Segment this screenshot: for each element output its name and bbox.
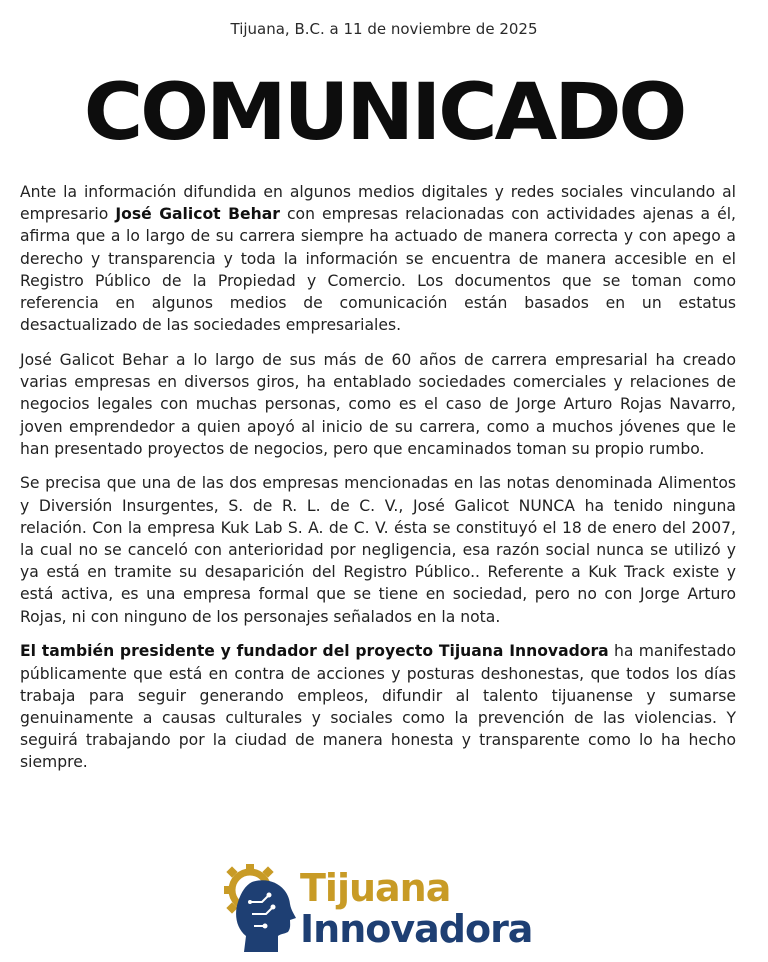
paragraph-1-bold-name: José Galicot Behar	[115, 205, 280, 224]
gear-head-icon	[222, 862, 302, 954]
paragraph-1	[20, 181, 736, 336]
paragraph-1-text-b: con empresas relacionadas con actividades ajenas a él, afirma que a lo largo de su carrera siempre ha actuado de manera correcta y con apego a derecho y transparencia y toda la información se encuentra de manera accesible en el Registro Público de la Propiedad y Comercio. Los documentos que se toman como referencia en algunos medios de comunicación están basados en un estatus desactualizado de las sociedades empresariales.	[20, 205, 736, 335]
paragraph-1-text-a: Ante la información difundida en algunos medios digitales y redes sociales vinculando al empresario	[20, 183, 736, 224]
document-body	[20, 181, 736, 786]
paragraph-3: Se precisa que una de las dos empresas mencionadas en las notas denominada Alimentos y Diversión Insurgentes, S. de R. L. de C. V., José Galicot NUNCA ha tenido ninguna relación. Con la empresa Kuk Lab S. A. de C. V. ésta se constituyó el 18 de enero del 2007, la cual no se canceló con anterioridad por negligencia, esa razón social nunca se utilizó y ya está en tramite su desaparición del Registro Público.. Referente a Kuk Track existe y está activa, es una empresa formal que se tiene en sociedad, pero no con Jorge Arturo Rojas, ni con ninguno de los personajes señalados en la nota.	[20, 474, 736, 626]
logo-text-tijuana: Tijuana	[300, 866, 451, 910]
paragraph-4-text: ha manifestado públicamente que está en contra de acciones y posturas deshonestas, que todos los días trabaja para seguir generando empleos, difundir al talento tijuanense y sumarse genuinamente a causas culturales y sociales como la prevención de las violencias. Y seguirá trabajando por la ciudad de manera honesta y transparente como lo ha hecho siempre.	[20, 642, 736, 772]
paragraph-4	[20, 640, 736, 773]
paragraph-2: José Galicot Behar a lo largo de sus más de 60 años de carrera empresarial ha creado varias empresas en diversos giros, ha entablado sociedades comerciales y relaciones de negocios legales con muchas personas, como es el caso de Jorge Arturo Rojas Navarro, joven emprendedor a quien apoyó al inicio de su carrera, como a muchos jóvenes que le han presentado proyectos de negocios, pero que encaminados toman su propio rumbo.	[20, 350, 736, 458]
document-date: Tijuana, B.C. a 11 de noviembre de 2025	[230, 20, 538, 38]
tijuana-innovadora-logo	[222, 862, 542, 954]
document-title: COMUNICADO	[83, 68, 685, 158]
paragraph-4-bold-lead: El también presidente y fundador del proyecto Tijuana Innovadora	[20, 642, 609, 661]
logo-text-innovadora: Innovadora	[300, 907, 533, 951]
